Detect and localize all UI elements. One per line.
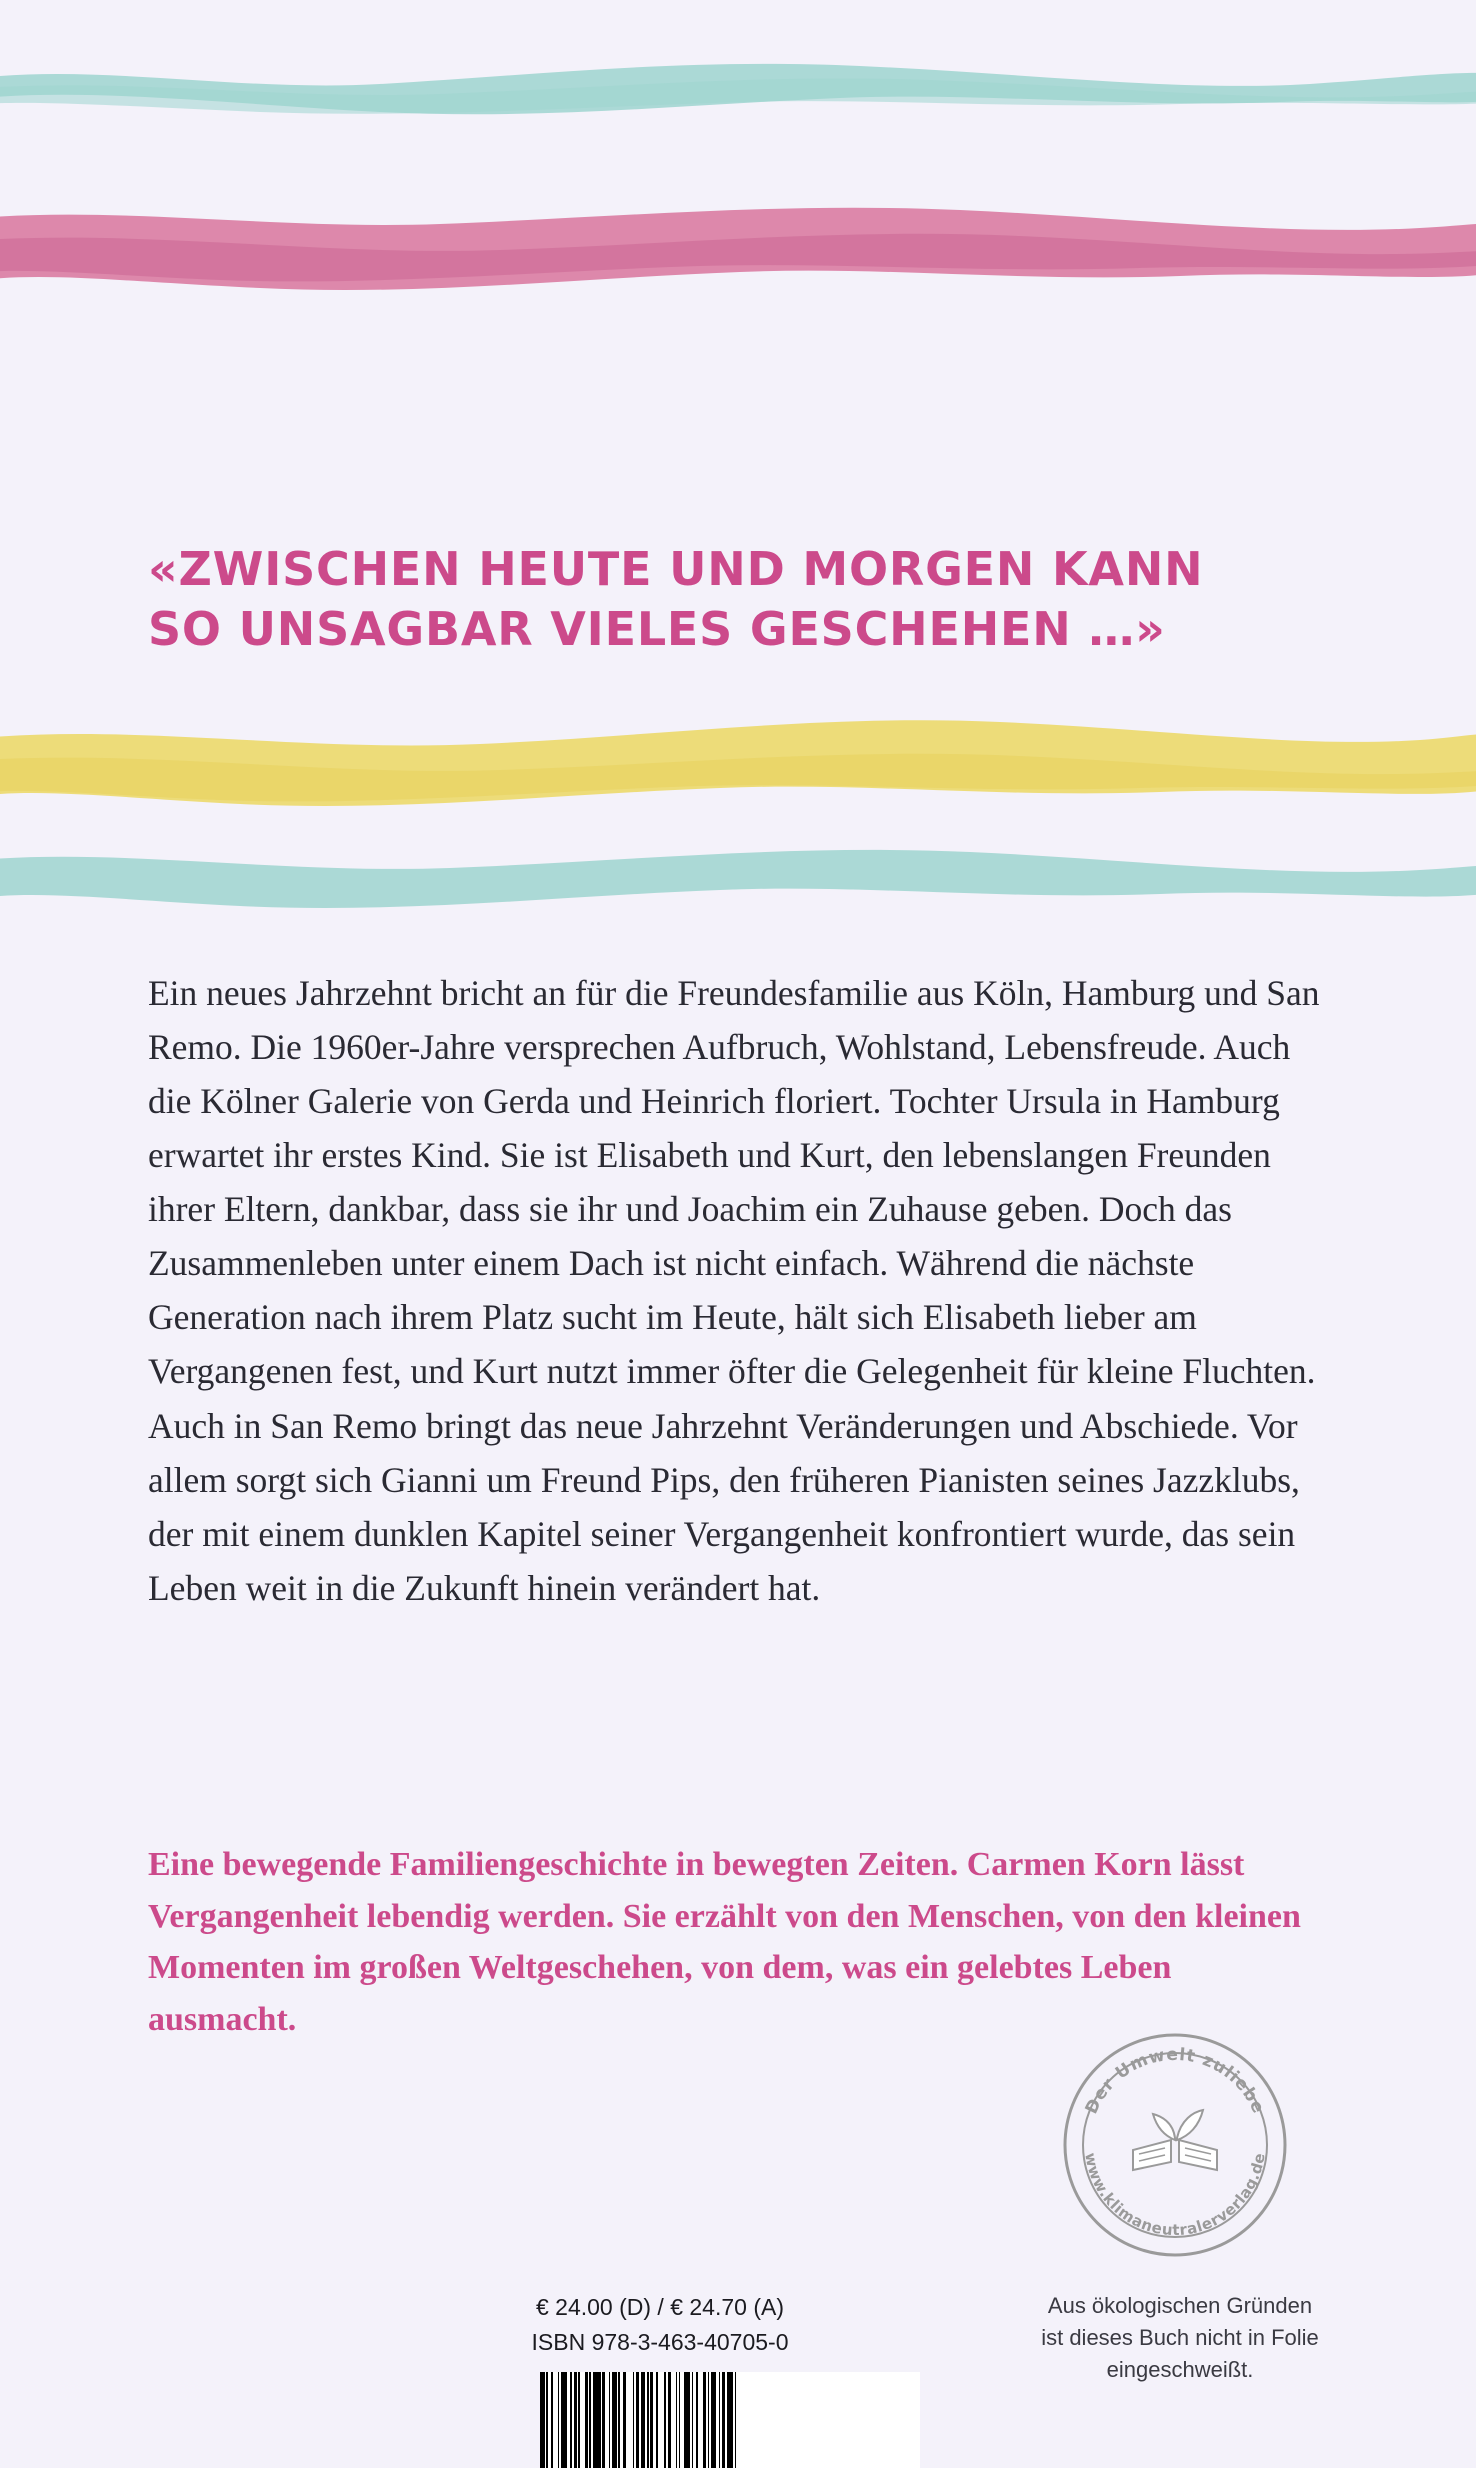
decorative-band-pink-top xyxy=(0,200,1476,310)
eco-note xyxy=(1030,2290,1330,2386)
cover-headline xyxy=(148,540,1328,660)
barcode-bar xyxy=(736,2372,739,2468)
climate-neutral-seal xyxy=(1060,2030,1290,2260)
isbn-line: ISBN 978-3-463-40705-0 xyxy=(531,2328,789,2355)
price-isbn-block xyxy=(410,2290,910,2359)
open-book-icon xyxy=(1133,2110,1217,2170)
blurb-text: Ein neues Jahrzehnt bricht an für die Freundesfamilie aus Köln, Hamburg und San Remo. Die 1960er-Jahre versprechen Aufbruch, Wohlstand, Lebensfreude. Auch die Kölner Galerie von Gerda und Heinrich floriert. Tochter Ursula in Hamburg erwartet ihr erstes Kind. Sie ist Elisabeth und Kurt, den lebenslangen Freunden ihrer Eltern, dankbar, dass sie ihr und Joachim ein Zuhause geben. Doch das Zusammenleben unter einem Dach ist nicht einfach. Während die nächste Generation nach ihrem Platz sucht im Heute, hält sich Elisabeth lieber am Vergangenen fest, und Kurt nutzt immer öfter die Gelegenheit für kleine Fluchten. Auch in San Remo bringt das neue Jahrzehnt Veränderungen und Abschiede. Vor allem sorgt sich Gianni um Freund Pips, den früheren Pianisten seines Jazzklubs, der mit einem dunklen Kapitel seiner Vergangenheit konfrontiert wurde, das sein Leben weit in die Zukunft hinein verändert hat. xyxy=(148,972,1320,1608)
eco-note-line-2: ist dieses Buch nicht in Folie xyxy=(1041,2324,1319,2350)
isbn-barcode xyxy=(540,2372,920,2468)
seal-top-text: Der Umwelt zuliebe xyxy=(1081,2044,1269,2118)
decorative-band-yellow xyxy=(0,690,1476,830)
eco-note-line-3: eingeschweißt. xyxy=(1106,2356,1254,2382)
headline-line-2: SO UNSAGBAR VIELES GESCHEHEN …» xyxy=(148,601,1166,656)
price-line: € 24.00 (D) / € 24.70 (A) xyxy=(535,2294,784,2320)
barcode-bar xyxy=(593,2372,601,2468)
seal-bottom-text: www.klimaneutralerverlag.de xyxy=(1081,2151,1269,2240)
eco-note-line-1: Aus ökologischen Gründen xyxy=(1047,2293,1313,2318)
svg-text:www.klimaneutralerverlag.de xyxy=(1081,2151,1269,2239)
tagline-text: Eine bewegende Familiengeschichte in bewegten Zeiten. Carmen Korn lässt Vergangenheit lebendig werden. Sie erzählt von den Menschen, von den kleinen Momenten im großen Weltgeschehen, von dem, was ein gelebtes Leben ausmacht. xyxy=(148,1846,1301,2039)
decorative-band-teal-mid xyxy=(0,830,1476,920)
headline-line-1: «ZWISCHEN HEUTE UND MORGEN KANN xyxy=(148,542,1204,596)
decorative-band-teal-top xyxy=(0,40,1476,130)
